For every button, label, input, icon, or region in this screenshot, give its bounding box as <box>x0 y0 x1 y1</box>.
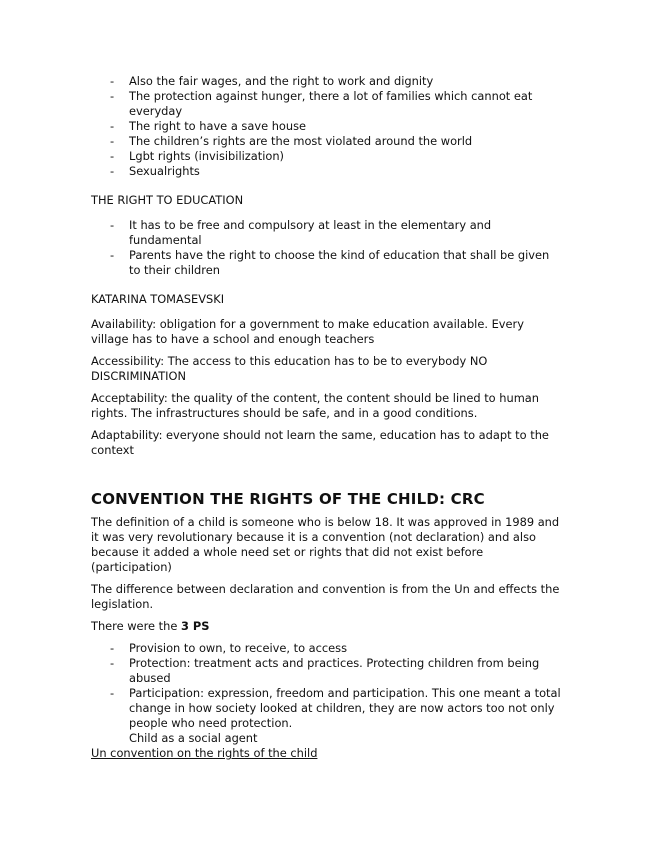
crc-heading: CONVENTION THE RIGHTS OF THE CHILD: CRC <box>91 490 485 508</box>
list-item: - The children’s rights are the most violated around the world <box>91 134 561 149</box>
list-item: - Parents have the right to choose the kind of education that shall be given to their children <box>91 248 561 278</box>
crc-definition-paragraph: The definition of a child is someone who is below 18. It was approved in 1989 and it was very revolutionary because it is a convention (not declaration) and also because it added a whole need set or rights that did not exist before (participation) <box>91 515 560 574</box>
document-page <box>91 74 561 761</box>
accessibility-paragraph: Accessibility: The access to this education has to be to everybody NO DISCRIMINATION <box>91 354 488 383</box>
three-ps-line <box>91 619 561 634</box>
three-ps-prefix: There were the <box>91 619 181 633</box>
list-item: - The right to have a save house <box>91 119 561 134</box>
rights-list <box>91 74 561 179</box>
availability-paragraph: Availability: obligation for a government to make education available. Every village has to have a school and enough teachers <box>91 317 524 346</box>
list-item: - Lgbt rights (invisibilization) <box>91 149 561 164</box>
adaptability-paragraph: Adaptability: everyone should not learn the same, education has to adapt to the context <box>91 428 549 457</box>
list-item: - It has to be free and compulsory at least in the elementary and fundamental <box>91 218 561 248</box>
three-ps-bold: 3 PS <box>180 619 210 633</box>
list-item <box>91 686 561 746</box>
three-ps-list <box>91 641 561 746</box>
list-item: - Provision to own, to receive, to access <box>91 641 561 656</box>
crc-difference-paragraph: The difference between declaration and convention is from the Un and effects the legislation. <box>91 582 560 611</box>
education-list <box>91 218 561 278</box>
right-to-education-label: THE RIGHT TO EDUCATION <box>91 193 244 207</box>
list-item: - Sexualrights <box>91 164 561 179</box>
acceptability-paragraph: Acceptability: the quality of the content, the content should be lined to human rights. The infrastructures should be safe, and in a good conditions. <box>91 391 539 420</box>
list-item: - The protection against hunger, there a lot of families which cannot eat everyday <box>91 89 561 119</box>
list-item: - Also the fair wages, and the right to work and dignity <box>91 74 561 89</box>
participation-continuation: Child as a social agent <box>129 731 258 745</box>
participation-text: Participation: expression, freedom and participation. This one meant a total change in how society looked at children, they are now actors too not only people who need protection. <box>129 686 561 730</box>
un-convention-link[interactable]: Un convention on the rights of the child <box>91 746 318 760</box>
list-item: - Protection: treatment acts and practices. Protecting children from being abused <box>91 656 561 686</box>
author-label: KATARINA TOMASEVSKI <box>91 292 225 306</box>
